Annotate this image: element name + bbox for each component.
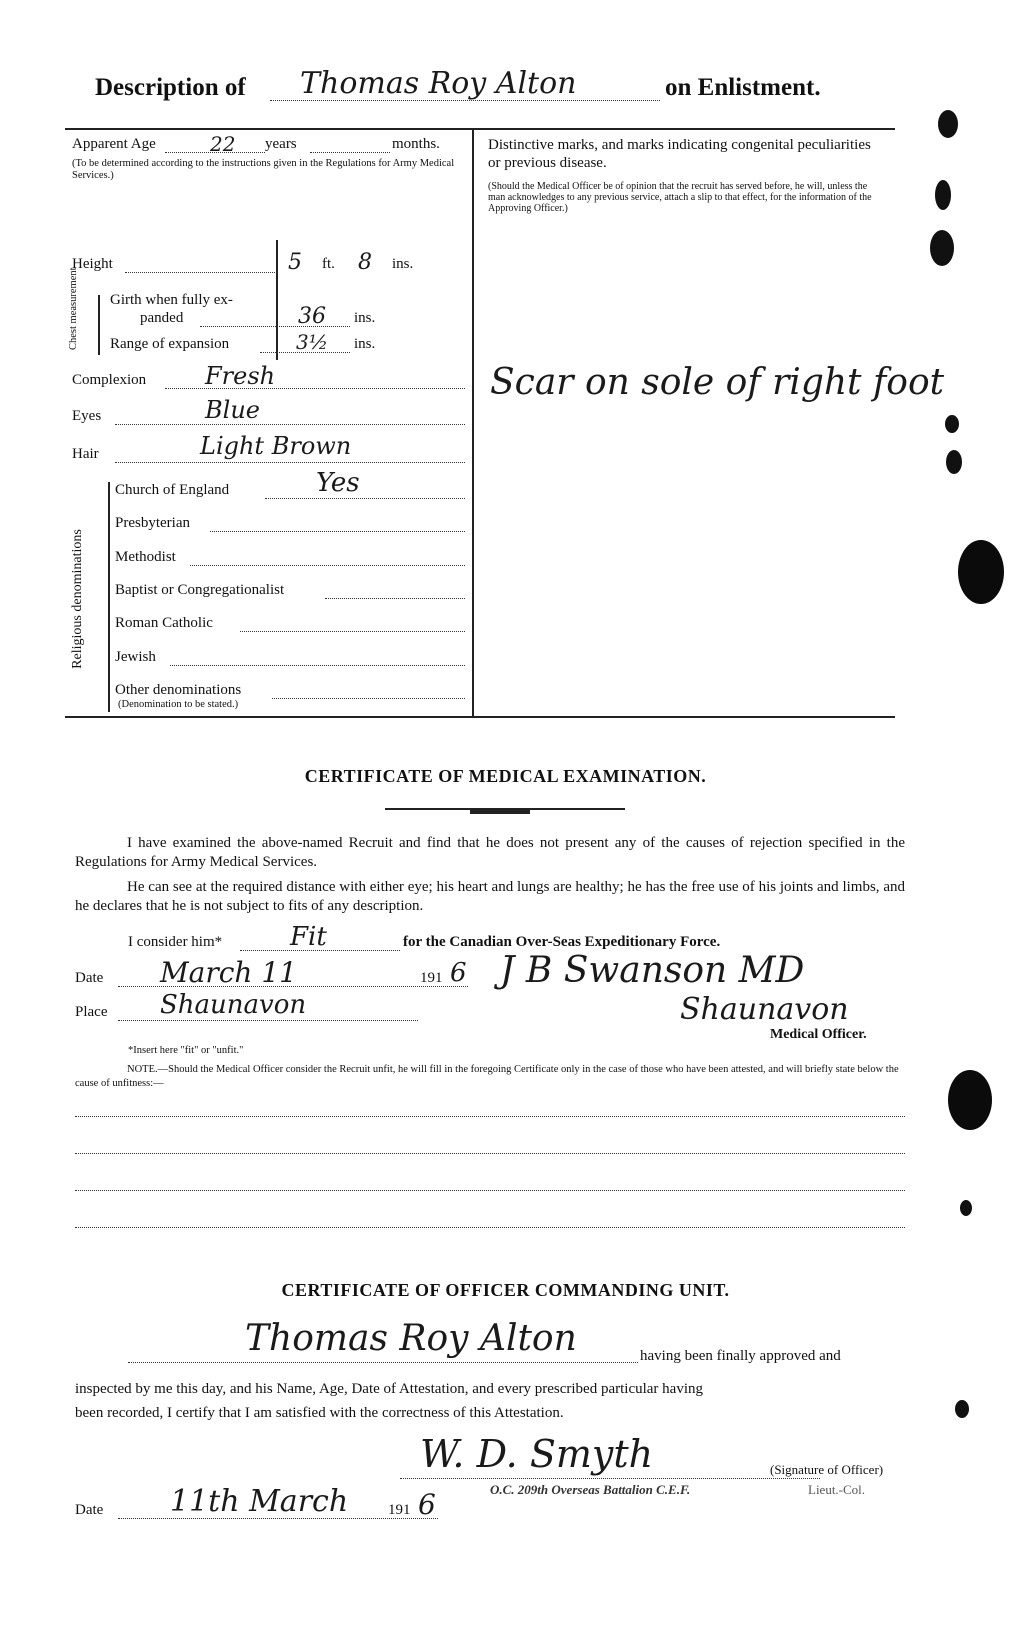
officer-heading: CERTIFICATE OF OFFICER COMMANDING UNIT.: [281, 1280, 730, 1300]
marks-note: (Should the Medical Officer be of opinion that the recruit has served before, he will, unless the man acknowledges to any previous service, attach a slip to that effect, for the information of the Approving Officer.): [488, 181, 872, 214]
eyes-line: [115, 424, 465, 425]
girth-label-1: Girth when fully ex-: [110, 292, 233, 308]
religion-presbyterian: Presbyterian: [115, 515, 190, 531]
officer-unit: O.C. 209th Overseas Battalion C.E.F.: [490, 1482, 691, 1497]
age-note: (To be determined according to the instructions given in the Regulations for Army Medical Services.): [72, 158, 455, 181]
top-rule: [65, 128, 895, 130]
hair-value: Light Brown: [200, 432, 352, 460]
consider-suffix-lead: [403, 934, 720, 951]
religion-roman-catholic: Roman Catholic: [115, 615, 213, 631]
height-ft-value: 5: [288, 250, 302, 275]
religion-line-2: [190, 565, 465, 566]
place-label: Place: [75, 1004, 108, 1020]
ins-label: ins.: [392, 256, 414, 272]
medical-heading: CERTIFICATE OF MEDICAL EXAMINATION.: [304, 766, 707, 786]
religion-bracket: [108, 482, 110, 712]
ink-blot: [930, 230, 954, 266]
girth-label-2: panded: [140, 310, 184, 326]
height-label: Height: [72, 256, 113, 272]
signature-place: Shaunavon: [680, 992, 849, 1027]
religion-line-3: [325, 598, 465, 599]
range-value: 3½: [296, 330, 329, 354]
insert-note: *Insert here "fit" or "unfit.": [128, 1045, 244, 1056]
denomination-note: (Denomination to be stated.): [118, 699, 239, 710]
officer-line-1-suffix: having been finally approved and: [640, 1348, 841, 1364]
unfit-note: NOTE.—Should the Medical Officer consider the Recruit unfit, he will fill in the foregoing Certificate only in the case of those who have been attested, and will briefly state below the cause of unfitness:—: [75, 1064, 899, 1089]
unfit-line-4: [75, 1227, 905, 1228]
age-label: Apparent Age: [72, 136, 156, 152]
religion-jewish: Jewish: [115, 649, 156, 665]
medical-date-value: March 11: [160, 956, 297, 989]
officer-signature-line: [400, 1478, 820, 1479]
binder-hole: [948, 1070, 992, 1130]
officer-name-line: [128, 1362, 638, 1363]
column-divider: [472, 128, 474, 718]
officer-year-prefix: 191: [388, 1502, 411, 1518]
religion-other: Other denominations: [115, 682, 242, 698]
eyes-value: Blue: [205, 396, 260, 424]
officer-date-label: Date: [75, 1502, 104, 1518]
consider-prefix: I consider him*: [128, 934, 223, 950]
place-value: Shaunavon: [160, 990, 307, 1020]
religion-line-4: [240, 631, 465, 632]
section-rule: [65, 716, 895, 718]
girth-value: 36: [298, 304, 326, 329]
medical-officer-label: Medical Officer.: [770, 1027, 867, 1042]
unfit-line-2: [75, 1153, 905, 1154]
ink-blot: [960, 1200, 972, 1216]
religion-church-value: Yes: [316, 468, 360, 498]
unfit-line-3: [75, 1190, 905, 1191]
height-in-value: 8: [358, 250, 372, 275]
range-label: Range of expansion: [110, 336, 230, 352]
height-line-1: [125, 272, 275, 273]
religion-line-6: [272, 698, 465, 699]
officer-date-value: 11th March: [170, 1484, 349, 1519]
ink-blot: [955, 1400, 969, 1418]
medical-para-2: He can see at the required distance with either eye; his heart and lungs are healthy; he has the free use of his joints and limbs, and he declares that he is not subject to fits of any description.: [75, 879, 905, 914]
officer-line-2: inspected by me this day, and his Name, Age, Date of Attestation, and every prescribed particular having: [75, 1381, 704, 1397]
chest-bracket: [98, 295, 100, 355]
officer-signature: W. D. Smyth: [420, 1432, 654, 1476]
title-prefix: Description of: [95, 74, 246, 101]
years-label: years: [265, 136, 297, 152]
medical-para-1: I have examined the above-named Recruit and find that he does not present any of the causes of rejection specified in the Regulations for Army Medical Services.: [75, 835, 905, 870]
place-line: [118, 1020, 418, 1021]
hair-line: [115, 462, 465, 463]
months-label: months.: [392, 136, 440, 152]
measure-divider: [276, 240, 278, 360]
ink-blot: [945, 415, 959, 433]
religion-line-1: [210, 531, 465, 532]
age-value: 22: [210, 132, 236, 156]
officer-sig-label: (Signature of Officer): [770, 1462, 884, 1477]
marks-heading: Distinctive marks, and marks indicating congenital peculiarities or previous disease.: [488, 137, 871, 171]
months-line: [310, 152, 390, 153]
religion-methodist: Methodist: [115, 549, 176, 565]
medical-officer-signature: J B Swanson MD: [500, 950, 805, 991]
religion-line-5: [170, 665, 465, 666]
ft-label: ft.: [322, 256, 335, 272]
medical-year-prefix: 191: [420, 970, 443, 986]
ink-blot: [946, 450, 962, 474]
religion-line-0: [265, 498, 465, 499]
ink-blot: [935, 180, 951, 210]
unfit-line-1: [75, 1116, 905, 1117]
officer-recruit-name: Thomas Roy Alton: [245, 1318, 577, 1359]
range-ins: ins.: [354, 336, 376, 352]
complexion-label: Complexion: [72, 372, 147, 388]
religion-church-of-england: Church of England: [115, 482, 230, 498]
complexion-value: Fresh: [205, 362, 276, 390]
girth-ins: ins.: [354, 310, 376, 326]
religion-baptist: Baptist or Congregationalist: [115, 582, 285, 598]
ink-blot: [938, 110, 958, 138]
binder-hole: [958, 540, 1004, 604]
religion-label: Religious denominations: [70, 529, 85, 669]
hair-label: Hair: [72, 446, 99, 462]
title-suffix: on Enlistment.: [665, 74, 821, 101]
girth-line: [200, 326, 350, 327]
consider-value: Fit: [290, 922, 327, 952]
consider-suffix: for the Canadian Over-Seas Expeditionary Force.: [403, 934, 721, 950]
eyes-label: Eyes: [72, 408, 102, 424]
officer-line-3: been recorded, I certify that I am satisfied with the correctness of this Attestation.: [75, 1405, 564, 1421]
medical-date-label: Date: [75, 970, 104, 986]
officer-year-digit: 6: [418, 1488, 436, 1521]
medical-heading-rule-thick: [470, 810, 530, 814]
medical-year-digit: 6: [450, 958, 467, 988]
marks-value: Scar on sole of right foot: [490, 362, 945, 403]
officer-rank: Lieut.-Col.: [808, 1482, 866, 1497]
recruit-name: Thomas Roy Alton: [300, 66, 577, 101]
chest-label: Chest measurement: [68, 267, 79, 350]
